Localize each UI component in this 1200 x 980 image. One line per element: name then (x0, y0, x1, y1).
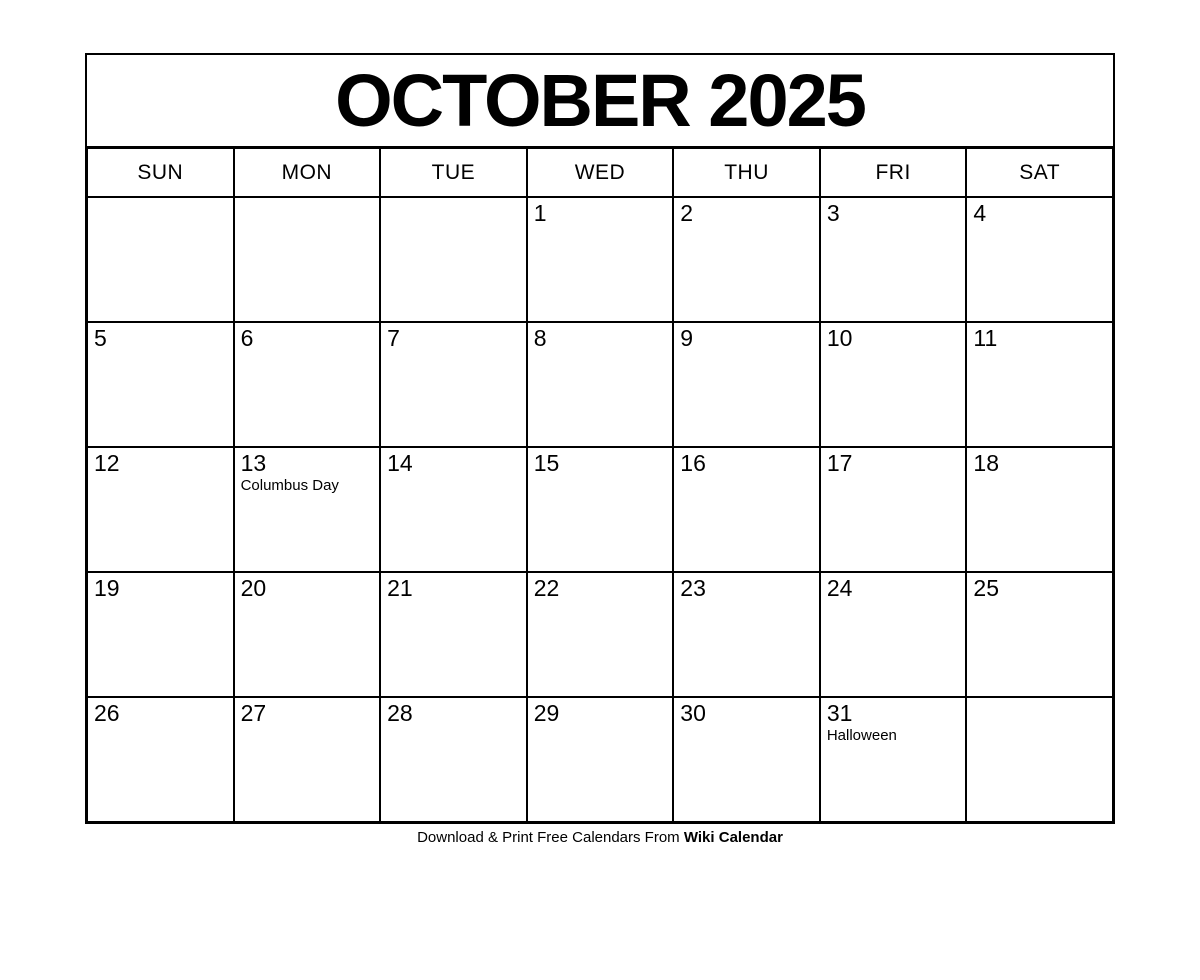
calendar-title-box (87, 55, 1113, 148)
day-cell-16 (673, 447, 820, 572)
day-cell-24 (820, 572, 967, 697)
day-number: 5 (94, 325, 107, 351)
footer-text: Download & Print Free Calendars From (417, 829, 684, 846)
calendar-grid (87, 197, 1113, 822)
day-number: 11 (973, 325, 998, 351)
day-cell-22 (527, 572, 674, 697)
day-cell-26 (87, 697, 234, 822)
day-number: 28 (387, 700, 413, 726)
day-number: 31 (826, 700, 853, 726)
day-number: 10 (826, 325, 853, 351)
day-cell-2 (673, 197, 820, 322)
day-number: 16 (680, 450, 706, 476)
day-cell-11 (966, 322, 1113, 447)
footer (0, 829, 1200, 846)
day-number: 29 (533, 700, 560, 726)
day-cell-28 (380, 697, 527, 822)
day-number: 14 (387, 450, 413, 476)
weekday-header-row (87, 148, 1113, 197)
weekday-header-mon: MON (234, 148, 381, 197)
day-number: 18 (973, 450, 1000, 476)
day-cell-14 (380, 447, 527, 572)
day-cell-15 (527, 447, 674, 572)
day-number: 24 (826, 575, 853, 601)
day-number: 30 (680, 700, 706, 726)
day-cell-8 (527, 322, 674, 447)
day-cell-9 (673, 322, 820, 447)
day-number: 19 (94, 575, 120, 601)
day-number: 13 (240, 450, 267, 476)
day-cell-12 (87, 447, 234, 572)
day-number: 4 (973, 200, 987, 226)
calendar-title: OCTOBER 2025 (335, 58, 865, 142)
weekday-header-tue: TUE (380, 148, 527, 197)
weekday-header-fri: FRI (820, 148, 967, 197)
day-cell-10 (820, 322, 967, 447)
weekday-header-wed: WED (527, 148, 674, 197)
day-cell-empty (87, 197, 234, 322)
day-number: 12 (94, 450, 120, 476)
weekday-header-sun: SUN (87, 148, 234, 197)
day-cell-7 (380, 322, 527, 447)
day-cell-20 (234, 572, 381, 697)
day-cell-18 (966, 447, 1113, 572)
day-number: 3 (826, 200, 840, 226)
day-cell-19 (87, 572, 234, 697)
day-cell-empty (234, 197, 381, 322)
day-number: 6 (240, 325, 254, 351)
day-cell-23 (673, 572, 820, 697)
day-number: 17 (826, 450, 853, 476)
day-cell-27 (234, 697, 381, 822)
day-number: 7 (387, 325, 400, 351)
day-cell-4 (966, 197, 1113, 322)
day-number: 25 (973, 575, 1000, 601)
day-cell-3 (820, 197, 967, 322)
day-number: 2 (680, 200, 694, 226)
event-label: Columbus Day (240, 477, 339, 495)
day-number: 15 (533, 450, 560, 476)
day-cell-5 (87, 322, 234, 447)
day-number: 20 (240, 575, 267, 601)
calendar (85, 53, 1115, 824)
day-cell-29 (527, 697, 674, 822)
day-cell-6 (234, 322, 381, 447)
event-label: Halloween (826, 727, 897, 745)
day-cell-13 (234, 447, 381, 572)
footer-brand: Wiki Calendar (683, 829, 783, 846)
day-number: 1 (533, 200, 547, 226)
day-number: 27 (240, 700, 267, 726)
day-cell-25 (966, 572, 1113, 697)
day-cell-empty (966, 697, 1113, 822)
weekday-header-sat: SAT (966, 148, 1113, 197)
day-cell-30 (673, 697, 820, 822)
day-number: 21 (387, 575, 413, 601)
day-cell-empty (380, 197, 527, 322)
weekday-header-thu: THU (673, 148, 820, 197)
day-number: 23 (680, 575, 706, 601)
day-number: 8 (533, 325, 547, 351)
day-cell-1 (527, 197, 674, 322)
day-number: 9 (680, 325, 694, 351)
day-cell-17 (820, 447, 967, 572)
day-number: 22 (533, 575, 560, 601)
day-cell-31 (820, 697, 967, 822)
day-cell-21 (380, 572, 527, 697)
day-number: 26 (94, 700, 120, 726)
